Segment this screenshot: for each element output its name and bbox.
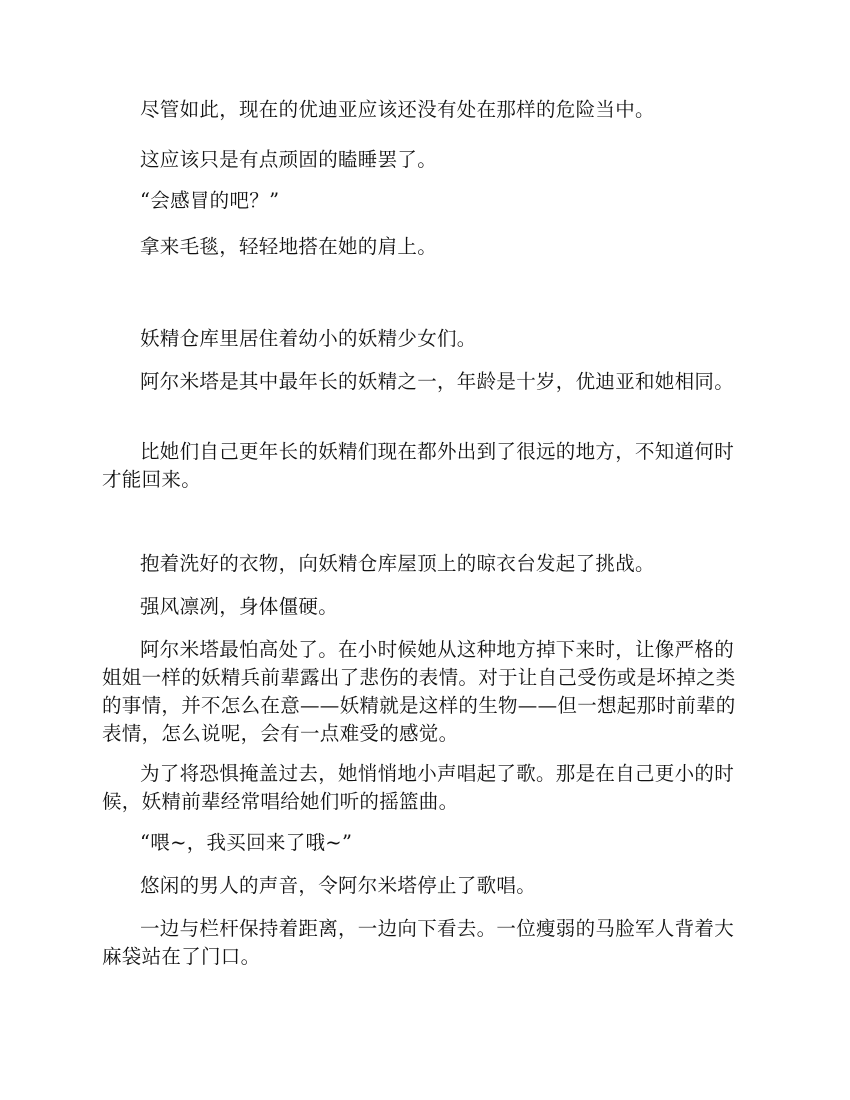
dialogue-paragraph: “会感冒的吧？” bbox=[140, 189, 280, 212]
dialogue-paragraph: “喂~，我买回来了哦~” bbox=[140, 831, 353, 854]
paragraph: 尽管如此，现在的优迪亚应该还没有处在那样的危险当中。 bbox=[140, 98, 655, 121]
paragraph: 强风凛冽，身体僵硬。 bbox=[140, 595, 339, 618]
paragraph: 悠闲的男人的声音，令阿尔米塔停止了歌唱。 bbox=[140, 874, 537, 897]
paragraph: 阿尔米塔是其中最年长的妖精之一，年龄是十岁，优迪亚和她相同。 bbox=[140, 370, 735, 393]
paragraph: 一边与栏杆保持着距离，一边向下看去。一位瘦弱的马脸军人背着大麻袋站在了门口。 bbox=[102, 917, 735, 968]
paragraph: 拿来毛毯，轻轻地搭在她的肩上。 bbox=[140, 235, 438, 258]
paragraph: 这应该只是有点顽固的瞌睡罢了。 bbox=[140, 148, 438, 171]
paragraph: 阿尔米塔最怕高处了。在小时候她从这种地方掉下来时，让像严格的姐姐一样的妖精兵前辈露出了悲伤的表情。对于让自己受伤或是坏掉之类的事情，并不怎么在意——妖精就是这样的生物——但一想起那时前辈的表情，怎么说呢，会有一点难受的感觉。 bbox=[102, 638, 736, 745]
paragraph: 妖精仓库里居住着幼小的妖精少女们。 bbox=[140, 327, 477, 350]
paragraph: 为了将恐惧掩盖过去，她悄悄地小声唱起了歌。那是在自己更小的时候，妖精前辈经常唱给她们听的摇篮曲。 bbox=[102, 762, 735, 813]
paragraph: 抱着洗好的衣物，向妖精仓库屋顶上的晾衣台发起了挑战。 bbox=[140, 552, 655, 575]
paragraph: 比她们自己更年长的妖精们现在都外出到了很远的地方，不知道何时才能回来。 bbox=[102, 440, 735, 491]
